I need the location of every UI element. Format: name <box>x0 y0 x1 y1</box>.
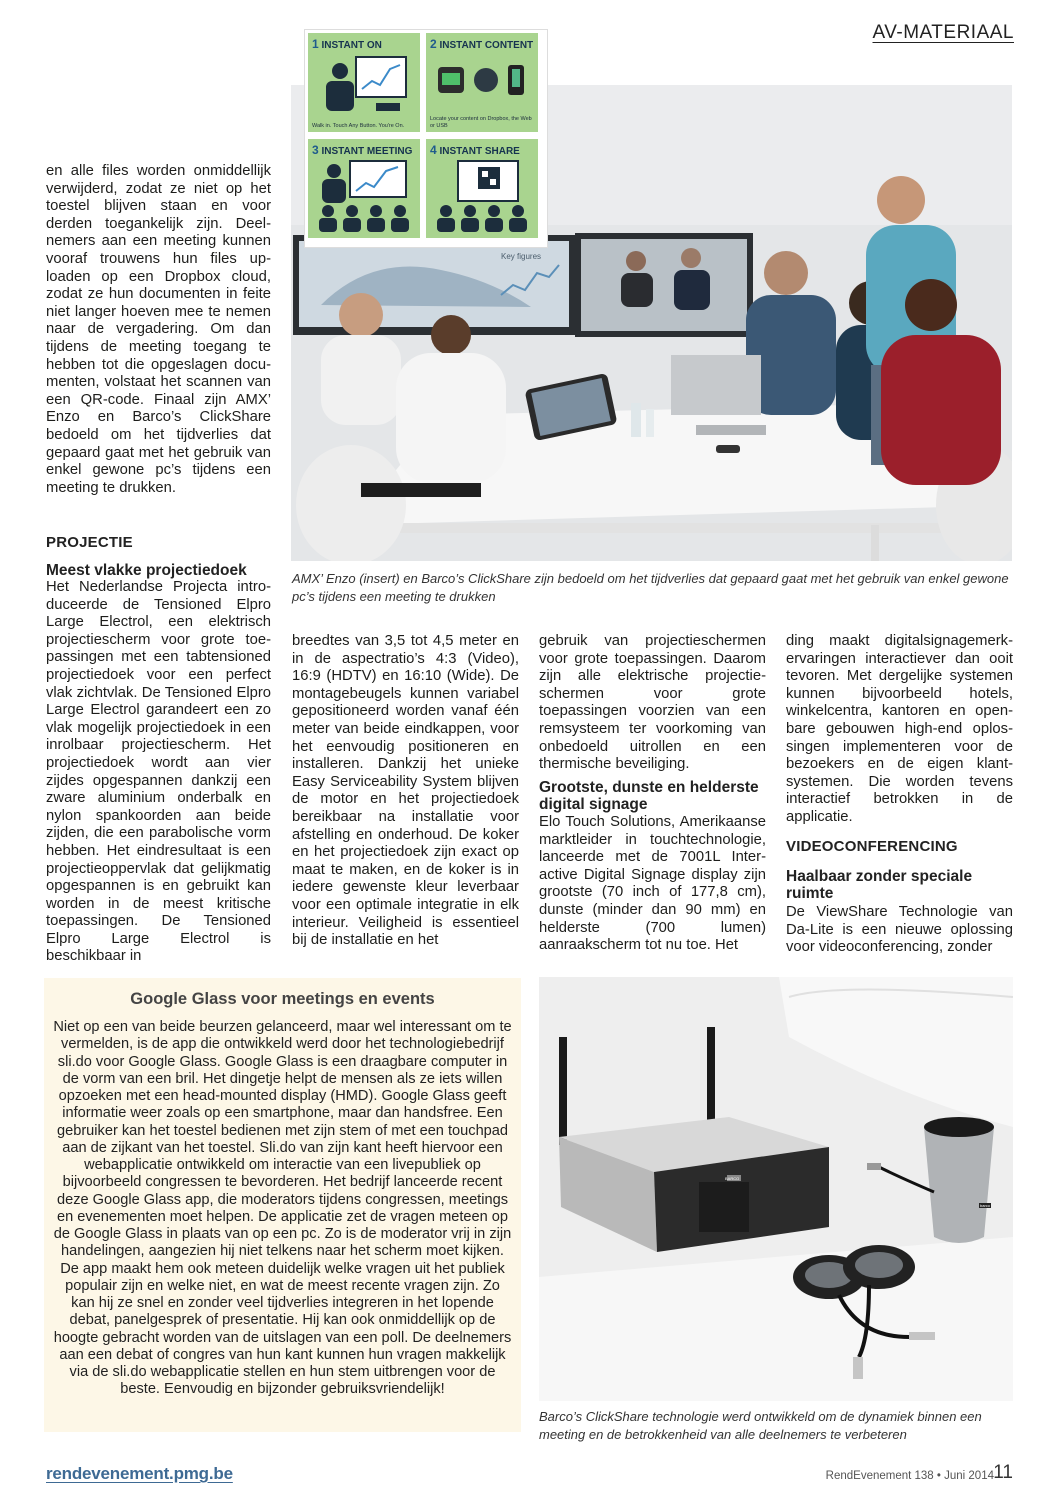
subheading-projectiedoek: Meest vlakke projectiedoek <box>46 562 247 579</box>
clickshare-device-illustration <box>539 977 1013 1401</box>
meeting-photo-caption: AMX’ Enzo (insert) en Barco’s ClickShare zijn bedoeld om het tijdverlies dat gepaard gaat met het gebruik van enkel gewone pc’s tijdens een meeting te drukken <box>292 571 1009 604</box>
product-photo-caption: Barco’s ClickShare technologie werd ontwikkeld om de dynamiek binnen een meeting en de betrokkenheid van alle deelnemers te verbeteren <box>539 1409 982 1442</box>
box-text: Niet op een van beide beurzen gelanceerd, maar wel interessant om te vermelden, is de app die ontwikkeld werd door het technologiebedrijf sli.do voor Google Glass. Google Glass is een draagbare computer in de vorm van een bril. Het dingetje helpt de mensen als ze iets willen opzoeken met een head-mounted display (HMD). Google Glass geeft informatie weer zoals op een smartphone, maar dan handsfree. Een gebruiker kan het toestel bedienen met zijn stem of met een touchpad aan de zijkant van het toestel. Sli.do van zijn kant heeft hiervoor een webapplicatie ontwikkeld om interactie van een livepubliek op bijvoorbeeld congressen te bevorderen. Het bedrijf lanceerde recent deze Google Glass app, die moderators tijdens congressen, meetings en evenementen moet helpen. De applicatie zet de vragen meteen op de Google Glass in plaats van op een pc. Zo is de moderator vrij in zijn handelingen, aangezien hij niet telkens naar het scherm moet kijken. De app maakt hem ook meteen duidelijk welke vragen uit het publiek populair zijn en welke niet, en wat de meest recente vragen zijn. Zo kan hij ze snel en zonder veel tijdverlies integreren in het lopende debat, panelgesprek of presentatie. Hij kan ook onmiddellijk op de hoogte gebracht worden van de uitslagen van een poll. De deelnemers aan een debat of congres van hun kant kunnen hun vragen makkelijk via de sli.do webapplicatie stellen en hun stem uitbrengen voor de beste. Eenvoudig en bijzonder gebruiksvriendelijk! <box>53 1019 512 1398</box>
col4-body2: De ViewShare Technologie van Da-Lite is een nieuwe oplossing voor videoconferencing, zonder <box>786 904 1013 956</box>
col3-body2: Elo Touch Solutions, Amerikaanse marktleider in touchtechnologie, lanceerde met de 7001L Interactive Digital Signage display zijn grootste (70 inch of 177,8 cm), dunste (minder dan 90 mm) en helderste (700 lumen) aanraakscherm tot nu toe. Het <box>539 814 766 954</box>
screen-label: Key figures <box>501 252 542 261</box>
section-label: AV-MATERIAAL <box>872 22 1014 43</box>
footer-website-link[interactable]: rendevenement.pmg.be <box>46 1464 233 1483</box>
content-sources-icon <box>436 57 532 107</box>
panel-instant-on <box>308 33 420 132</box>
cup-brand-label: barco <box>980 1203 991 1208</box>
panel-instant-meeting <box>308 139 420 238</box>
panel-number: 4 <box>430 143 437 157</box>
col3-body: gebruik van projectieschermen voor grote toepassingen. Daarom zijn alle elektrische projectieschermen voor grote toepassingen voorzien van een remsysteem ter voorkoming van onbedoeld uitrollen en een thermische beveiliging. <box>539 633 766 773</box>
panel-title: INSTANT CONTENT <box>439 40 534 51</box>
google-glass-box <box>44 978 521 1432</box>
panel-instant-content <box>426 33 538 132</box>
panel-title: INSTANT ON <box>321 40 382 51</box>
panel-number: 3 <box>312 143 319 157</box>
col1-intro: en alle files worden onmiddellijk verwijderd, zodat ze niet op het toestel blijven staan en voor derden toegankelijk zijn. Deelnemers aan een meeting kunnen vooraf trouwens hun files uploaden op een Dropbox cloud, zodat ze hun documenten in feite niet langer hoeven mee te nemen naar de vergadering. Om dan tijdens de meeting toegang te hebben tot die opgeslagen documenten, volstaat het scannen van een QR-code. Finaal zijn AMX’ Enzo en Barco’s ClickShare bedoeld om het tijdverlies dat gepaard gaat met het gebruik van enkel gewone pc’s tijdens een meeting te drukken. <box>46 163 271 496</box>
section-heading-videoconferencing: VIDEOCONFERENCING <box>786 838 958 855</box>
panel-note: Locate your content on Dropbox, the Web or USB <box>430 116 532 129</box>
col4-body: ding maakt digitalsignagemerkervaringen interactiever dan ooit tevoren. Met dergelijke systemen kunnen bijvoorbeeld hotels, winkelcentra, kantoren en openbare gebouwen high-end oplossingen implementeren voor de bezoekers en de eigen klantsystemen. Die worden tevens interactief betrokken in de applicatie. <box>786 633 1013 825</box>
panel-number: 2 <box>430 37 437 51</box>
footer-issue-info: RendEvenement 138 • Juni 2014 <box>825 1470 994 1482</box>
col2-body: breedtes van 3,5 tot 4,5 meter en in de aspectratio’s 4:3 (Video), 16:9 (HDTV) en 16:10 (Wide). De montagebeugels kunnen variabel gepositioneerd worden vanaf één meter van beide eindkappen, voor het eenvoudig positioneren en installeren. Dankzij het unieke Easy Serviceability System blijven de motor en het projectiedoek bereikbaar na installatie voor afstelling en onderhoud. De koker en het projectiedoek zijn exact op maat te maken, en de koker is in iedere gewenste kleur leverbaar voor een optimale integratie in elk interieur. Veiligheid is essentieel bij de installatie en het <box>292 633 519 949</box>
col1-body: Het Nederlandse Projecta introduceerde de Tensioned Elpro Large Electrol, een elektrisch projectiescherm voor grote toepassingen met een tabtensioned projectiedoek voor een perfect vlak zichtvlak. De Tensioned Elpro Large Electrol garandeert een zo vlak mogelijk projectiedoek in een inrolbaar projectiescherm. Het projectiedoek wordt aan vier zijdes opgespannen dankzij een zware aluminium onderbalk en nylon spankoorden aan beide zijden, die een parabolische vorm hebben. Het eindresultaat is een projectieoppervlak dat gelijkmatig opgespannen is en gebruikt kan worden in de meest kritische toepassingen. De Tensioned Elpro Large Electrol is beschikbaar in <box>46 579 271 965</box>
qr-share-icon <box>432 157 532 235</box>
panel-title: INSTANT SHARE <box>439 146 520 157</box>
presenter-icon <box>316 51 412 115</box>
clickshare-product-photo <box>539 977 1013 1401</box>
panel-title: INSTANT MEETING <box>321 146 413 157</box>
meeting-audience-icon <box>314 157 414 235</box>
page-number: 11 <box>993 1462 1013 1483</box>
subheading-haalbaar: Haalbaar zonder speciale ruimte <box>786 868 973 902</box>
panel-instant-share <box>426 139 538 238</box>
instant-features-inset <box>305 30 547 247</box>
section-heading-projectie: PROJECTIE <box>46 534 133 551</box>
panel-note: Walk in. Touch Any Button. You're On. <box>312 122 405 129</box>
device-brand-label: BARCO <box>725 1176 740 1181</box>
subheading-digital-signage: Grootste, dunste en helderste digital signage <box>539 779 759 813</box>
panel-number: 1 <box>312 37 319 51</box>
box-title: Google Glass voor meetings en events <box>130 990 435 1008</box>
